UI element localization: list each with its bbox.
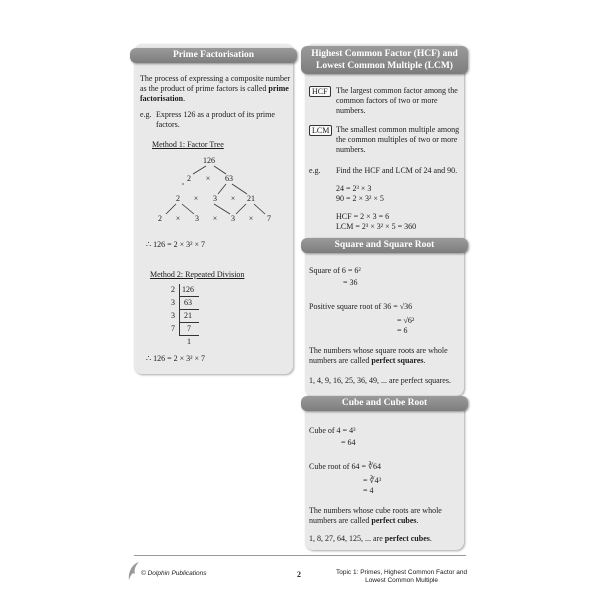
intro-line-3: factorisation. [140, 94, 186, 103]
division-rule [179, 309, 199, 310]
cube-of-4-value: = 64 [341, 438, 356, 447]
hcf-example-label: e.g. [309, 166, 321, 175]
square-root-title: Square and Square Root [301, 238, 468, 253]
tree-operator: × [230, 194, 236, 203]
factorisation-90: 90 = 2 × 3² × 5 [336, 194, 384, 203]
lcm-tag: LCM [309, 125, 332, 136]
division-rule [179, 322, 199, 323]
cube-root-panel [305, 396, 464, 550]
lcm-definition-2: the common multiples of two or more [336, 135, 458, 144]
factorisation-24: 24 = 2³ × 3 [336, 184, 372, 193]
footer-topic-line-2: Lowest Common Multiple [365, 577, 439, 584]
tree-node: 7 [267, 214, 271, 223]
dolphin-logo-icon [126, 560, 142, 582]
tree-node: 2 [187, 174, 191, 183]
perfect-cubes-line-2: numbers are called perfect cubes. [309, 516, 419, 525]
perfect-squares-line-2: numbers are called perfect squares. [309, 356, 426, 365]
example-line-1: Express 126 as a product of its prime [156, 110, 275, 119]
tree-operator: × [193, 194, 199, 203]
hcf-example-text: Find the HCF and LCM of 24 and 90. [336, 166, 458, 175]
divisor: 3 [171, 311, 175, 320]
quotient: 126 [182, 285, 194, 294]
hcf-lcm-panel [305, 44, 464, 244]
cube-root-line-1: Cube root of 64 = ∛64 [309, 462, 382, 471]
prime-factorisation-title: Prime Factorisation [130, 48, 297, 63]
perfect-squares-list: 1, 4, 9, 16, 25, 36, 49, ... are perfect squares. [309, 376, 451, 385]
square-of-6-value: = 36 [343, 278, 358, 287]
division-result: ∴ 126 = 2 × 3² × 7 [146, 354, 206, 363]
divisor: 2 [171, 285, 175, 294]
example-label: e.g. [140, 110, 152, 119]
hcf-definition-3: numbers. [336, 106, 366, 115]
example-line-2: factors. [156, 120, 180, 129]
square-root-panel [305, 238, 464, 396]
tree-node: 3 [213, 194, 217, 203]
quotient: 21 [184, 311, 192, 320]
tree-node: 63 [225, 174, 233, 183]
quotient: 7 [187, 324, 191, 333]
perfect-cubes-line-1: The numbers whose cube roots are whole [309, 506, 442, 515]
tree-operator: × [212, 214, 218, 223]
perfect-squares-line-1: The numbers whose square roots are whole [309, 346, 448, 355]
hcf-lcm-title [301, 46, 468, 74]
method-1-title: Method 1: Factor Tree [152, 140, 224, 149]
division-bar [179, 284, 180, 336]
factor-tree-branches [134, 44, 293, 244]
hcf-definition-2: common factors of two or more [336, 96, 438, 105]
square-root-line-1: Positive square root of 36 = √36 [309, 302, 413, 311]
footer-topic [336, 569, 467, 585]
perfect-cubes-list: 1, 8, 27, 64, 125, ... are perfect cubes. [309, 534, 432, 543]
lcm-definition-3: numbers. [336, 145, 366, 154]
tree-operator: × [205, 174, 211, 183]
division-rule [179, 335, 199, 336]
footer-divider [134, 555, 466, 556]
tree-node: 2 [176, 194, 180, 203]
footer-topic-line-1: Topic 1: Primes, Highest Common Factor and [336, 569, 468, 576]
division-rule [179, 296, 199, 297]
tree-operator: × [248, 214, 254, 223]
lcm-result: LCM = 2³ × 3² × 5 = 360 [336, 222, 417, 231]
divisor: 7 [171, 324, 175, 333]
tree-node: 3 [195, 214, 199, 223]
square-root-line-2: = √6² [397, 316, 415, 325]
intro-line-1: The process of expressing a composite number [140, 74, 291, 83]
cube-root-line-2: = ∛4³ [363, 476, 382, 485]
page-number: 2 [297, 570, 301, 579]
tree-node: 3 [231, 214, 235, 223]
intro-line-2: as the product of prime factors is called prime [140, 84, 289, 93]
footer-publisher: © Dolphin Publications [141, 570, 207, 577]
tree-node: 126 [203, 156, 215, 165]
tree-operator: × [175, 214, 181, 223]
cube-of-4: Cube of 4 = 4³ [309, 426, 356, 435]
tree-node: 2 [158, 214, 162, 223]
factor-tree-result: ∴ 126 = 2 × 3² × 7 [146, 240, 206, 249]
quotient: 1 [187, 337, 191, 346]
prime-factorisation-panel [134, 44, 293, 374]
square-of-6: Square of 6 = 6² [309, 266, 361, 275]
divisor: 3 [171, 298, 175, 307]
method-2-title: Method 2: Repeated Division [150, 270, 245, 279]
hcf-lcm-title-line-2: Lowest Common Multiple (LCM) [316, 61, 453, 71]
cube-root-line-3: = 4 [363, 486, 374, 495]
lcm-definition-1: The smallest common multiple among [336, 125, 460, 134]
cube-root-title: Cube and Cube Root [301, 396, 468, 411]
hcf-definition-1: The largest common factor among the [336, 86, 458, 95]
hcf-lcm-title-line-1: Highest Common Factor (HCF) and [311, 49, 458, 59]
quotient: 63 [184, 298, 192, 307]
square-root-line-3: = 6 [397, 326, 408, 335]
hcf-tag: HCF [309, 86, 331, 97]
tree-node: 21 [247, 194, 255, 203]
hcf-result: HCF = 2 × 3 = 6 [336, 212, 390, 221]
